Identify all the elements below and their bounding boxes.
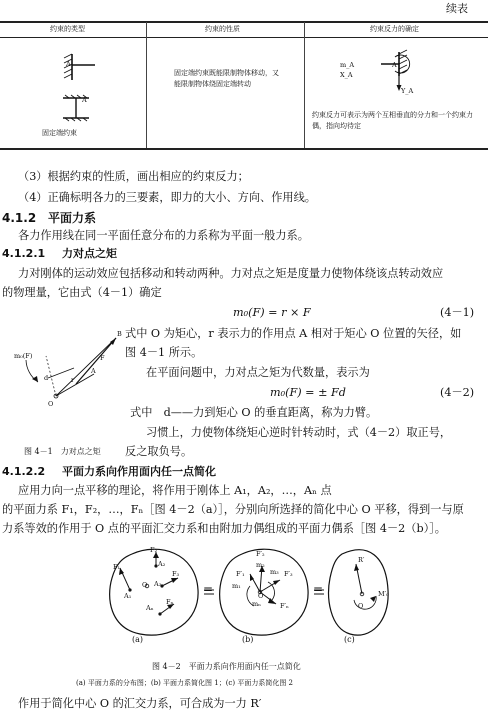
fig42-panel-a: (a): [132, 635, 144, 644]
fig42b-label-Fn: F′ₙ: [280, 602, 289, 610]
fig42-equals-1: =: [203, 582, 214, 596]
fig42b-label-F2: F′₂: [256, 550, 265, 558]
col2-header: 约束的性质: [205, 25, 240, 33]
sec4122-p1: 应用力向一点平移的理论，将作用于刚体上 A₁，A₂，…，Aₙ 点: [18, 484, 332, 497]
sec4121-p5b: 反之取负号。: [125, 445, 193, 458]
fig42b-label-F3: F′₃: [284, 570, 293, 578]
fig42c-label-M: M′₀: [378, 590, 389, 598]
fig42c-label-R: R′: [358, 556, 365, 564]
fig41-label-d: d: [44, 374, 49, 382]
figure-4-1: [8, 326, 124, 418]
label-A3: A: [392, 61, 397, 69]
fig42b-label-F1: F′₁: [236, 570, 245, 578]
fig42b-label-m2: m₂: [256, 561, 265, 569]
fig42a-label-F3: F₃: [172, 570, 180, 578]
sec4122-last: 作用于简化中心 O 的汇交力系，可合成为一力 R′: [18, 697, 262, 710]
fig42a-label-A1: A₁: [124, 592, 132, 600]
fig42b-label-m3: m₃: [270, 568, 279, 576]
sec4121-p2a: 式中 O 为矩心，r 表示力的作用点 A 相对于矩心 O 位置的矢径，如: [125, 327, 462, 340]
label-mA: m_A: [340, 61, 355, 69]
fig41-label-A: A: [91, 367, 96, 375]
fig42b-label-mn: mₙ: [252, 600, 261, 608]
sec4121-p3: 在平面问题中，力对点之矩为代数量，表示为: [146, 366, 370, 379]
fig42a-label-O: O: [142, 581, 148, 589]
fig42a-label-An: Aₙ: [146, 604, 154, 612]
sec4122-p3: 力系等效的作用于 O 点的平面汇交力系和由附加力偶组成的平面力偶系［图 4－2（b）］。: [2, 522, 446, 535]
fig42-subcaption: (a) 平面力系的分布图；(b) 平面力系简化图 1；(c) 平面力系简化图 2: [76, 679, 293, 687]
equation-4-2: m₀(F) = ± Fd: [270, 386, 346, 399]
label-XA: X_A: [340, 71, 353, 79]
sec412-number: 4.1.2: [2, 211, 37, 225]
row-property: 固定端约束既能限制物体移动，又能限制物体绕固定端转动: [174, 69, 279, 88]
sec4121-p4: 式中 d——力到矩心 O 的垂直距离，称为力臂。: [130, 406, 378, 419]
row-type: 固定端约束: [42, 129, 77, 137]
step-4: （4）正确标明各力的三要素，即力的大小、方向、作用线。: [18, 191, 316, 204]
row-reaction: 约束反力可表示为两个互相垂直的分力和一个约束力偶，指向均待定: [312, 111, 473, 130]
step-3: （3）根据约束的性质，画出相应的约束反力；: [18, 170, 249, 183]
sec4121-title: 力对点之矩: [62, 247, 117, 260]
sec4122-title: 平面力系向作用面内任一点简化: [62, 465, 216, 478]
col1-header: 约束的类型: [50, 25, 85, 33]
fixed-end-sketch: [55, 50, 115, 130]
label-A2: A: [82, 96, 87, 104]
sec4121-p2b: 图 4－1 所示。: [125, 346, 203, 359]
fig42-caption: 图 4－2 平面力系向作用面内任一点简化: [152, 662, 301, 671]
sec412-body: 各力作用线在同一平面任意分布的力系称为平面一般力系。: [18, 229, 309, 242]
fig42-panel-c: (c): [344, 635, 355, 644]
sec4121-p5a: 习惯上，力使物体绕矩心逆时针转动时，式（4－2）取正号，: [146, 426, 452, 439]
sec4122-number: 4.1.2.2: [2, 465, 46, 478]
fig42b-label-O: O: [258, 592, 264, 600]
fig42a-label-A3: A₃: [154, 580, 162, 588]
fig42a-label-A2: A₂: [158, 560, 166, 568]
fig42-panel-b: (b): [242, 635, 254, 644]
fig42a-label-F1: F₁: [113, 563, 121, 571]
fig42c-label-O: O: [358, 602, 364, 610]
continued-label: 续表: [446, 2, 468, 15]
fig42b-label-m1: m₁: [232, 582, 241, 590]
fig41-label-moment: m₀(F): [14, 352, 33, 360]
label-YA: Y_A: [401, 87, 414, 95]
equation-4-1-number: (4－1): [440, 306, 475, 319]
col3-header: 约束反力的确定: [370, 25, 419, 33]
reaction-sketch: [355, 48, 435, 104]
sec412-title: 平面力系: [48, 211, 97, 225]
fig41-label-B: B: [117, 330, 122, 338]
fig42a-label-F2: F₂: [150, 546, 158, 554]
fig42a-label-Fn: Fₙ: [166, 598, 174, 606]
fig41-label-r: r: [71, 376, 75, 384]
sec4122-p2: 的平面力系 F₁，F₂，…，Fₙ［图 4－2（a）］，分别向所选择的简化中心 O 平移，得到一与原: [2, 503, 464, 516]
sec4121-number: 4.1.2.1: [2, 247, 46, 260]
sec4121-p1a: 力对刚体的运动效应包括移动和转动两种。力对点之矩是度量力使物体绕该点转动效应: [18, 267, 444, 280]
figure-4-2: [100, 538, 390, 648]
equation-4-2-number: (4－2): [440, 386, 475, 399]
fig41-caption: 图 4－1 力对点之矩: [24, 447, 101, 456]
label-A1: A: [66, 60, 71, 68]
equation-4-1: m₀(F) = r × F: [233, 306, 311, 319]
sec4121-p1b: 的物理量，它由式（4－1）确定: [2, 286, 162, 299]
fig41-label-O: O: [48, 400, 54, 408]
fig42-equals-2: =: [313, 582, 324, 596]
fig41-label-F: F: [100, 354, 105, 362]
